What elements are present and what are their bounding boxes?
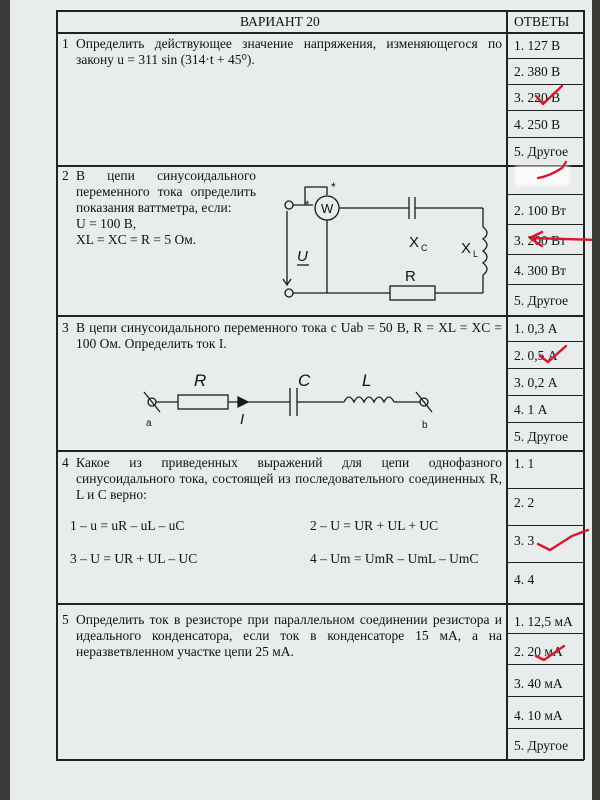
answer-option[interactable]: 4. 1 А (514, 402, 548, 417)
answer-option[interactable]: 2. 20 мА (514, 644, 563, 659)
xl-subscript: L (473, 249, 479, 259)
answer-option[interactable]: 2. 100 Вт (514, 203, 567, 218)
answer-option[interactable]: 2. 2 (514, 495, 535, 510)
formula-option: 2 – U = UR + UL + UC (310, 518, 439, 533)
answer-option[interactable]: 5. Другое (514, 429, 569, 444)
answer-option[interactable]: 5. Другое (514, 144, 569, 159)
answer-option[interactable]: 2. 380 В (514, 64, 561, 79)
answer-option[interactable]: 1. 12,5 мА (514, 614, 573, 629)
given-voltage: U = 100 В, (76, 216, 137, 231)
answer-option[interactable]: 3. 3 (514, 533, 535, 548)
answer-option[interactable]: 4. 10 мА (514, 708, 563, 723)
answer-option[interactable]: 2. 0,5 А (514, 348, 558, 363)
question-text: В цепи синусоидального переменного тока определить показания ваттметра, если: (76, 168, 256, 215)
answer-option[interactable]: 5. Другое (514, 293, 569, 308)
formula-option: 1 – u = uR – uL – uC (70, 518, 185, 533)
xl-label: X (461, 240, 472, 257)
variant-title: ВАРИАНТ 20 (240, 14, 320, 29)
test-sheet (10, 0, 592, 800)
answer-option[interactable]: 4. 250 В (514, 117, 561, 132)
r-label: R (194, 371, 207, 390)
answer-option[interactable]: 1. 0,3 А (514, 321, 558, 336)
star-mark: * (305, 199, 310, 211)
answers-title: ОТВЕТЫ (514, 14, 570, 29)
current-label: I (240, 411, 245, 428)
arrow-icon (530, 232, 592, 246)
checkmark-icon (538, 162, 566, 178)
question-number: 3 (62, 320, 69, 335)
terminal-b-label: b (422, 420, 428, 431)
xc-label: X (409, 234, 420, 251)
checkmark-icon (540, 346, 566, 362)
l-label: L (362, 371, 372, 390)
xc-subscript: C (421, 243, 428, 253)
answer-option[interactable]: 4. 4 (514, 572, 535, 587)
answer-option[interactable]: 3. 220 В (514, 90, 561, 105)
question-number: 5 (62, 612, 69, 627)
question-number: 1 (62, 36, 69, 51)
terminal-a-label: a (146, 418, 152, 429)
checkmark-icon (536, 86, 562, 104)
question-text: В цепи синусоидального переменного тока с Uab = 50 В, R = XL = XC = 100 Ом. Определить ток I. (76, 320, 502, 351)
answer-option[interactable]: 4. 300 Вт (514, 263, 567, 278)
checkmark-icon (536, 646, 564, 660)
question-number: 2 (62, 168, 69, 183)
answer-option[interactable]: 3. 200 Вт (514, 233, 567, 248)
checkmark-icon (538, 530, 588, 550)
answer-option[interactable]: 1. 1 (514, 456, 535, 471)
c-label: C (298, 371, 311, 390)
given-reactance: XL = XC = R = 5 Ом. (76, 232, 197, 247)
answer-option[interactable]: 3. 0,2 А (514, 375, 558, 390)
question-text: Определить ток в резисторе при параллельном соединении резистора и идеального конденсатора, если ток в конденсаторе 15 мА, а на неразветвленном участке цепи 25 мА. (76, 612, 502, 659)
voltage-label: U (297, 248, 308, 265)
wattmeter-label: W (321, 201, 334, 216)
question-text: Какое из приведенных выражений для цепи однофазного синусоидального тока, состоящей из последовательного соединенных R, L и C верно: (76, 455, 502, 502)
formula-option: 4 – Um = UmR – UmL – UmC (310, 551, 479, 566)
answer-option[interactable]: 1. 127 В (514, 38, 561, 53)
handwritten-marks (10, 0, 592, 800)
question-number: 4 (62, 455, 69, 470)
formula-option: 3 – U = UR + UL – UC (70, 551, 198, 566)
r-label: R (405, 268, 416, 285)
answer-option[interactable]: 5. Другое (514, 738, 569, 753)
question-text: Определить действующее значение напряжения, изменяющегося по закону u = 311 sin (314·t + 45⁰). (76, 36, 502, 67)
answer-option[interactable]: 3. 40 мА (514, 676, 563, 691)
star-mark: * (331, 180, 336, 194)
